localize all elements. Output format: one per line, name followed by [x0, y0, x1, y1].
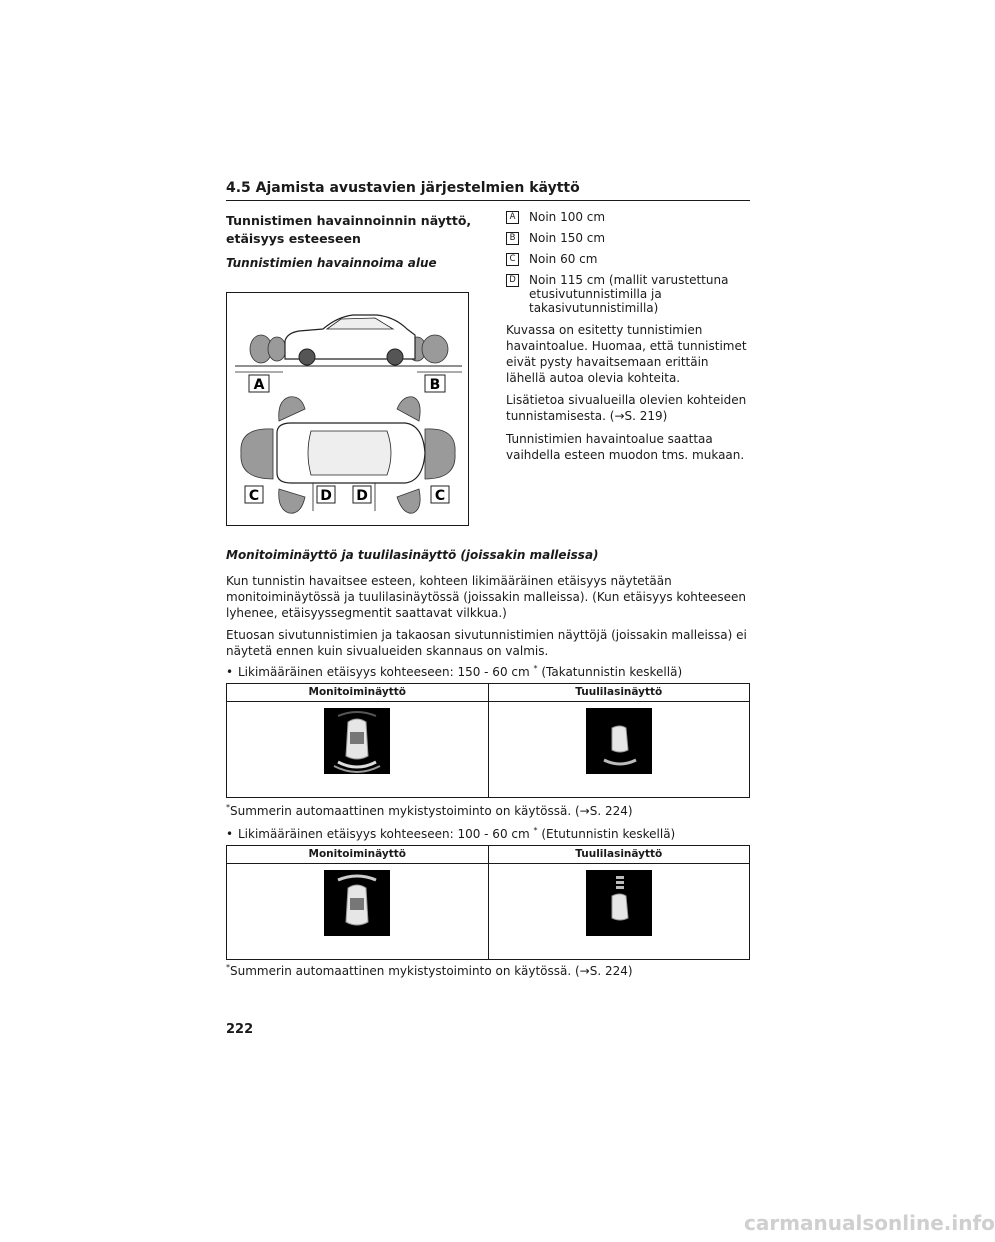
rear-segment: [604, 760, 636, 764]
col-hud: Tuulilasinäyttö: [575, 686, 663, 698]
front-zone-outer: [422, 335, 448, 363]
rear-zone-inner: [268, 337, 286, 361]
top-zone-front: [425, 429, 455, 479]
label-a: A: [253, 377, 265, 393]
section-header: 4.5 Ajamista avustavien järjestelmien käyttö: [226, 180, 750, 201]
bullet-tail: (Takatunnistin keskellä): [537, 665, 683, 679]
top-zone-fr: [397, 489, 420, 513]
bullet-tail: (Etutunnistin keskellä): [537, 827, 676, 841]
display-table-rear: [226, 683, 750, 798]
multi-info-screen-rear: [324, 708, 390, 774]
section-heading: Tunnistimen havainnoinnin näyttö, etäisyys esteeseen: [226, 213, 472, 246]
legend-badge: D: [506, 274, 519, 287]
legend-item: [506, 210, 751, 224]
footnote-text: Summerin automaattinen mykistystoiminto on käytössä. (→S. 224): [230, 804, 633, 818]
footnote-star: *: [226, 963, 230, 972]
side-detection-note: Lisätietoa sivualueilla olevien kohteiden tunnistamisesta. (→S. 219): [506, 393, 747, 423]
legend-item: [506, 273, 751, 315]
rear-segment-1: [338, 762, 376, 767]
car-front-warning-graphic: [324, 870, 390, 936]
table-row: [227, 864, 749, 959]
footnote-2: [226, 963, 750, 978]
label-c1: C: [248, 488, 260, 504]
top-zone-rr: [279, 489, 305, 513]
hud-rear-graphic: [586, 708, 652, 774]
page-number: 222: [226, 1022, 254, 1037]
footnote-star: *: [533, 664, 538, 673]
legend-text: Noin 100 cm: [529, 210, 606, 224]
display-table-front: [226, 845, 750, 960]
bullet-dot: •: [226, 827, 234, 841]
label-d1: D: [320, 488, 332, 504]
top-zone-rear: [241, 429, 273, 479]
legend-item: [506, 231, 751, 245]
car-windshield: [350, 732, 364, 744]
multi-info-cell: [227, 702, 489, 797]
bullet-front-center: [226, 826, 750, 841]
legend-badge: C: [506, 253, 519, 266]
top-zone-fl: [397, 397, 420, 421]
hud-screen-front: [586, 870, 652, 936]
front-segment-2: [616, 881, 624, 884]
bullet-text: Likimääräinen etäisyys kohteeseen: 150 - 60 cm: [238, 665, 530, 679]
legend-badge: B: [506, 232, 519, 245]
bullet-rear-center: [226, 664, 750, 679]
car-rear-warning-graphic: [324, 708, 390, 774]
front-segment-3: [616, 886, 624, 889]
multi-info-screen-front: [324, 870, 390, 936]
footnote-text: Summerin automaattinen mykistystoiminto on käytössä. (→S. 224): [230, 964, 633, 978]
sensor-range-diagram: [226, 292, 469, 526]
watermark: carmanualsonline.info: [744, 1211, 995, 1235]
hud-screen-rear: [586, 708, 652, 774]
table-header: [227, 684, 749, 702]
bullet-text: Likimääräinen etäisyys kohteeseen: 100 - 60 cm: [238, 827, 530, 841]
label-b: B: [429, 377, 441, 393]
top-zone-rl: [279, 397, 305, 421]
bullet-dot: •: [226, 665, 234, 679]
legend-text: Noin 150 cm: [529, 231, 606, 245]
footnote-star: *: [226, 803, 230, 812]
col-multi-info: Monitoiminäyttö: [227, 846, 489, 863]
diagram-subheading: Tunnistimien havainnoima alue: [226, 256, 437, 270]
car-icon: [612, 894, 628, 920]
legend-text: Noin 60 cm: [529, 252, 598, 266]
shape-variation-note: Tunnistimien havaintoalue saattaa vaihdella esteen muodon tms. mukaan.: [506, 432, 745, 462]
col-multi-info: Monitoiminäyttö: [227, 684, 489, 701]
hud-cell: [489, 864, 750, 959]
col-hud: Tuulilasinäyttö: [575, 848, 663, 860]
multi-info-cell: [227, 864, 489, 959]
rear-wheel: [299, 349, 315, 365]
display-heading: Monitoiminäyttö ja tuulilasinäyttö (joissakin malleissa): [226, 548, 599, 562]
hud-front-graphic: [586, 870, 652, 936]
legend-text: Noin 115 cm (mallit varustettuna etusivutunnistimilla ja takasivutunnistimilla): [529, 273, 729, 315]
display-paragraph-1: Kun tunnistin havaitsee esteen, kohteen likimääräinen etäisyys näytetään monitoiminäytössä ja tuulilasinäytössä (joissakin malleissa). (Kun etäisyys kohteeseen lyhenee, etäisyyssegmentit saattavat vilkkua.): [226, 574, 746, 620]
legend-badge: A: [506, 211, 519, 224]
car-icon: [612, 726, 628, 752]
legend-item: [506, 252, 751, 266]
table-header: [227, 846, 749, 864]
table-row: [227, 702, 749, 797]
car-windshield: [350, 898, 364, 910]
distance-legend: [506, 210, 751, 322]
front-segment-1: [616, 876, 624, 879]
footnote-1: [226, 803, 750, 818]
label-c2: C: [434, 488, 446, 504]
car-top-roof: [308, 431, 391, 475]
front-wheel: [387, 349, 403, 365]
range-description: Kuvassa on esitetty tunnistimien havaintoalue. Huomaa, että tunnistimet eivät pysty havaitsemaan erittäin lähellä autoa olevia kohteita.: [506, 323, 747, 385]
display-paragraph-2: Etuosan sivutunnistimien ja takaosan sivutunnistimien näyttöjä (joissakin malleissa) ei näytetä ennen kuin sivualueiden skannaus on valmis.: [226, 628, 747, 658]
hud-cell: [489, 702, 750, 797]
sensor-diagram-graphic: [227, 293, 470, 527]
label-d2: D: [356, 488, 368, 504]
footnote-star: *: [533, 826, 538, 835]
front-segment: [338, 876, 376, 880]
front-segment: [338, 712, 376, 716]
